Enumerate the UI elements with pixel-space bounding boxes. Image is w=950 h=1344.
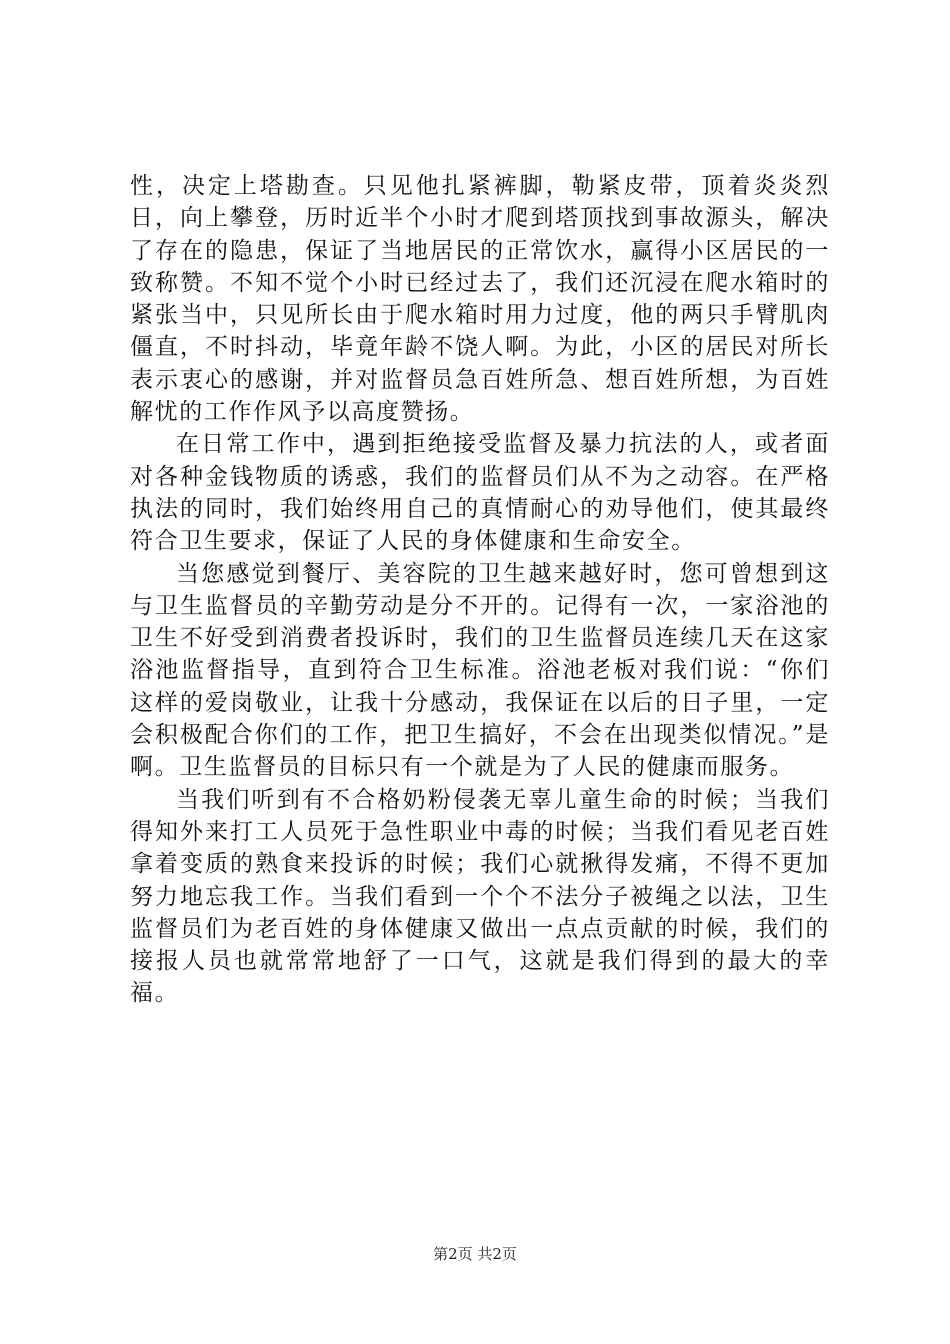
- paragraph-continuation: 性，决定上塔勘查。只见他扎紧裤脚，勒紧皮带，顶着炎炎烈日，向上攀登，历时近半个小时才爬到塔顶找到事故源头，解决了存在的隐患，保证了当地居民的正常饮水，赢得小区居民的一致称赞。不知不觉个小时已经过去了，我们还沉浸在爬水箱时的紧张当中，只见所长由于爬水箱时用力过度，他的两只手臂肌肉僵直，不时抖动，毕竟年龄不饶人啊。为此，小区的居民对所长表示衷心的感谢，并对监督员急百姓所急、想百姓所想，为百姓解忧的工作作风予以高度赞扬。: [130, 173, 830, 426]
- paragraph: 当我们听到有不合格奶粉侵袭无辜儿童生命的时候；当我们得知外来打工人员死于急性职业中毒的时候；当我们看见老百姓拿着变质的熟食来投诉的时候；我们心就揪得发痛，不得不更加努力地忘我工作。当我们看到一个个不法分子被绳之以法，卫生监督员们为老百姓的身体健康又做出一点点贡献的时候，我们的接报人员也就常常地舒了一口气，这就是我们得到的最大的幸福。: [130, 786, 830, 1007]
- page-footer: 第2页 共2页: [433, 1245, 517, 1263]
- document-body: [130, 170, 830, 1010]
- paragraph: 当您感觉到餐厅、美容院的卫生越来越好时，您可曾想到这与卫生监督员的辛勤劳动是分不开的。记得有一次，一家浴池的卫生不好受到消费者投诉时，我们的卫生监督员连续几天在这家浴池监督指导，直到符合卫生标准。浴池老板对我们说：“你们这样的爱岗敬业，让我十分感动，我保证在以后的日子里，一定会积极配合你们的工作，把卫生搞好，不会在出现类似情况。”是啊。卫生监督员的目标只有一个就是为了人民的健康而服务。: [130, 560, 830, 781]
- paragraph: 在日常工作中，遇到拒绝接受监督及暴力抗法的人，或者面对各种金钱物质的诱惑，我们的监督员们从不为之动容。在严格执法的同时，我们始终用自己的真情耐心的劝导他们，使其最终符合卫生要求，保证了人民的身体健康和生命安全。: [130, 431, 830, 555]
